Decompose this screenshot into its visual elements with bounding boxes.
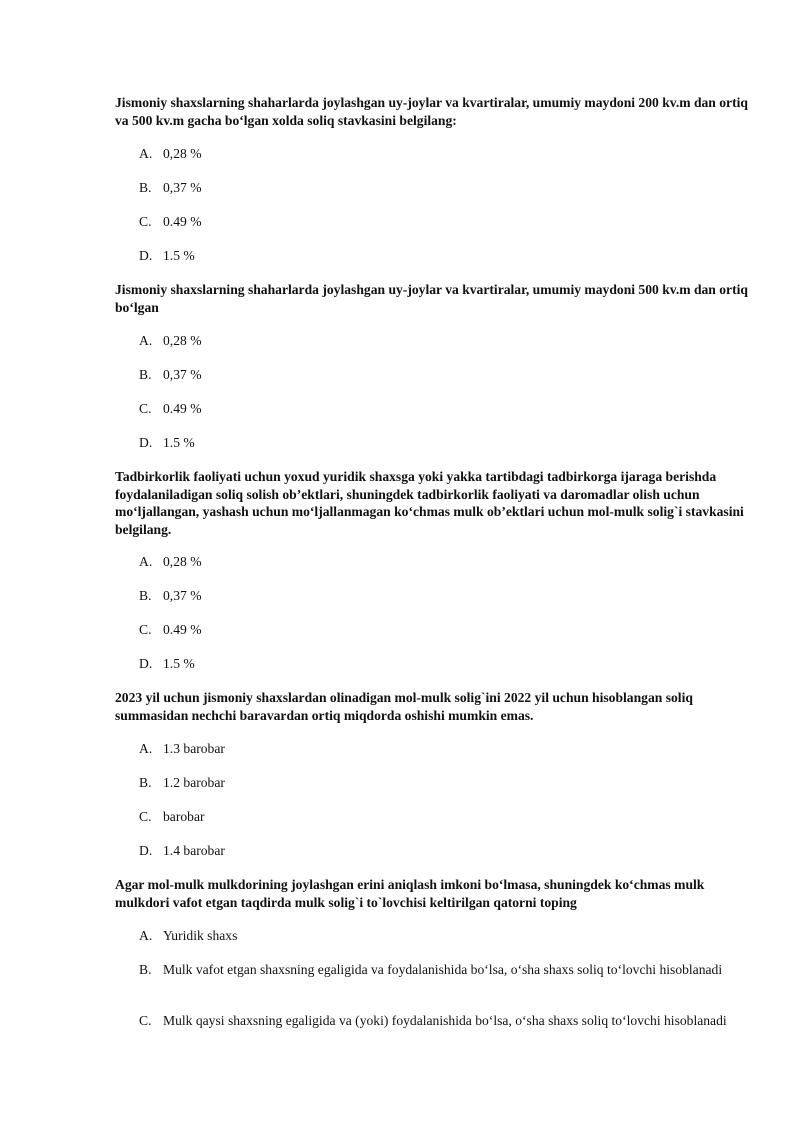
option-text: 0.49 % <box>163 214 202 229</box>
question-1-option-c <box>139 213 739 230</box>
option-text: barobar <box>163 809 205 824</box>
option-text: 1.5 % <box>163 656 195 671</box>
question-3-option-d <box>139 655 739 672</box>
option-letter: D. <box>139 656 153 671</box>
question-5-option-c <box>139 1012 739 1029</box>
question-3-option-a <box>139 553 739 570</box>
question-4-option-b <box>139 774 739 791</box>
option-letter: A. <box>139 928 153 943</box>
option-letter: D. <box>139 248 153 263</box>
question-5-option-b <box>139 961 739 978</box>
option-text: Yuridik shaxs <box>163 928 238 943</box>
option-text: Mulk qaysi shaxsning egaligida va (yoki) foydalanishida bo‘lsa, o‘sha shaxs soliq to‘lovchi hisoblanadi <box>163 1013 727 1028</box>
question-5-option-a <box>139 927 739 944</box>
option-letter: C. <box>139 214 152 229</box>
option-letter: A. <box>139 554 153 569</box>
option-letter: C. <box>139 401 152 416</box>
question-2-text: Jismoniy shaxslarning shaharlarda joylashgan uy-joylar va kvartiralar, umumiy maydoni 500 kv.m dan ortiq bo‘lgan <box>115 282 748 315</box>
question-3-text: Tadbirkorlik faoliyati uchun yoxud yuridik shaxsga yoki yakka tartibdagi tadbirkorga ijaraga berishda foydalaniladigan soliq solish ob’ektlari, shuningdek tadbirkorlik faoliyati va daromadlar olish uchun mo‘ljallangan, yashash uchun mo‘ljallanmagan ko‘chmas mulk ob’ektlari uchun mol-mulk solig`i stavkasini belgilang. <box>115 469 744 537</box>
question-2-option-a <box>139 332 739 349</box>
option-letter: B. <box>139 367 152 382</box>
option-text: 0,28 % <box>163 554 202 569</box>
question-1-option-d <box>139 247 739 264</box>
option-text: 0,37 % <box>163 180 202 195</box>
question-4-option-c <box>139 808 739 825</box>
option-letter: B. <box>139 962 152 977</box>
option-text: 1.4 barobar <box>163 843 225 858</box>
option-letter: B. <box>139 775 152 790</box>
option-letter: D. <box>139 843 153 858</box>
option-text: 1.2 barobar <box>163 775 225 790</box>
option-letter: B. <box>139 180 152 195</box>
question-2-option-c <box>139 400 739 417</box>
option-text: 1.5 % <box>163 435 195 450</box>
option-text: 1.5 % <box>163 248 195 263</box>
question-1-option-a <box>139 145 739 162</box>
option-letter: B. <box>139 588 152 603</box>
option-text: 0,28 % <box>163 333 202 348</box>
question-5-text: Agar mol-mulk mulkdorining joylashgan erini aniqlash imkoni bo‘lmasa, shuningdek ko‘chmas mulk mulkdori vafot etgan taqdirda mulk solig`i to`lovchisi keltirilgan qatorni toping <box>115 877 705 910</box>
option-text: 0,28 % <box>163 146 202 161</box>
option-letter: A. <box>139 741 153 756</box>
option-letter: C. <box>139 622 152 637</box>
question-4-text: 2023 yil uchun jismoniy shaxslardan olinadigan mol-mulk solig`ini 2022 yil uchun hisoblangan soliq summasidan nechchi baravardan ortiq miqdorda oshishi mumkin emas. <box>115 690 693 723</box>
option-text: 1.3 barobar <box>163 741 225 756</box>
question-3-option-b <box>139 587 739 604</box>
question-4-option-d <box>139 842 739 859</box>
option-letter: C. <box>139 809 152 824</box>
option-letter: A. <box>139 333 153 348</box>
option-letter: A. <box>139 146 153 161</box>
option-text: Mulk vafot etgan shaxsning egaligida va foydalanishida bo‘lsa, o‘sha shaxs soliq to‘lovchi hisoblanadi <box>163 962 723 977</box>
option-text: 0.49 % <box>163 401 202 416</box>
option-letter: D. <box>139 435 153 450</box>
option-text: 0,37 % <box>163 588 202 603</box>
option-text: 0,37 % <box>163 367 202 382</box>
option-letter: C. <box>139 1013 152 1028</box>
question-2-option-b <box>139 366 739 383</box>
question-1-text: Jismoniy shaxslarning shaharlarda joylashgan uy-joylar va kvartiralar, umumiy maydoni 200 kv.m dan ortiq va 500 kv.m gacha bo‘lgan xolda soliq stavkasini belgilang: <box>115 95 748 128</box>
question-3-option-c <box>139 621 739 638</box>
option-text: 0.49 % <box>163 622 202 637</box>
question-1-option-b <box>139 179 739 196</box>
question-2-option-d <box>139 434 739 451</box>
question-4-option-a <box>139 740 739 757</box>
